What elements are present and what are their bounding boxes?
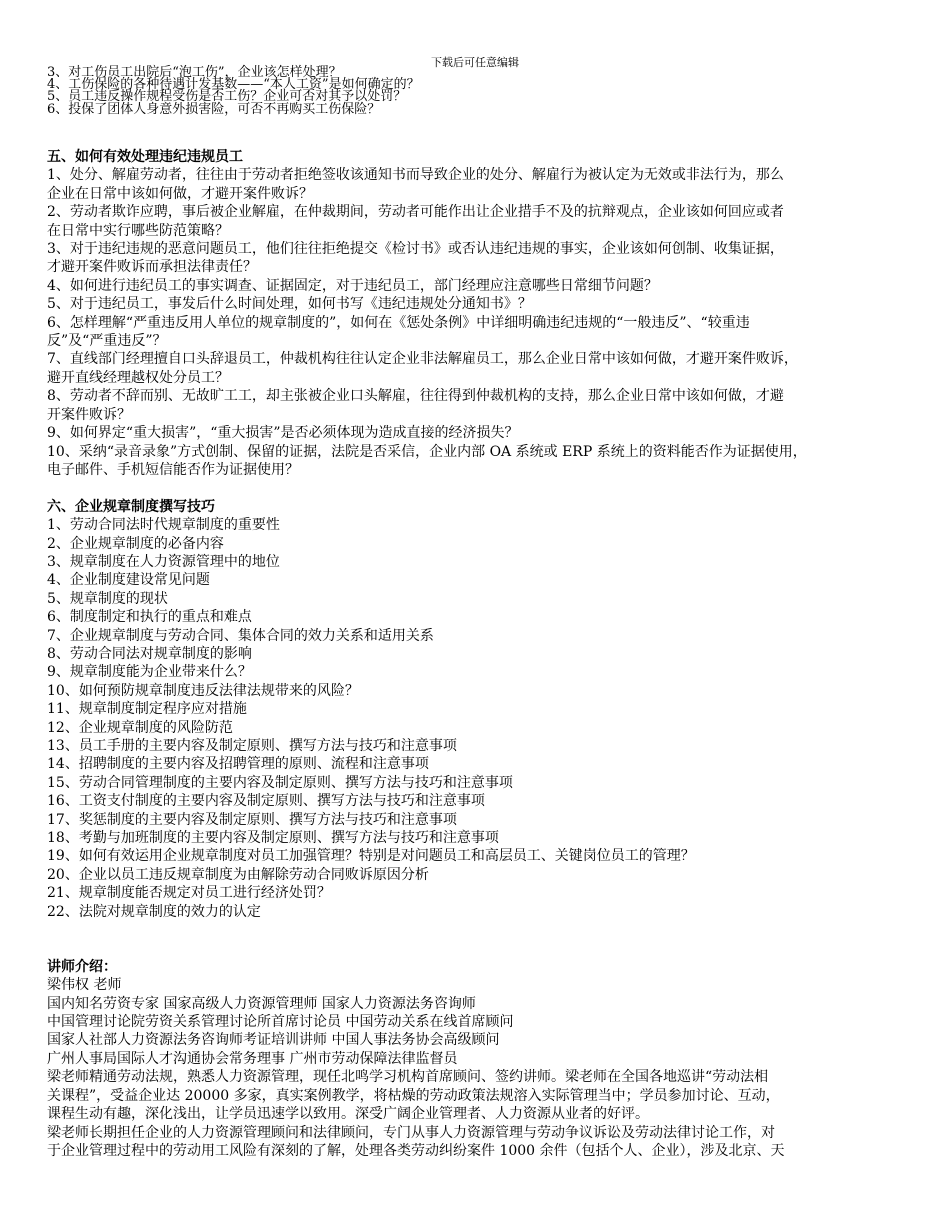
list-item: 19、如何有效运用企业规章制度对员工加强管理？特别是对问题员工和高层员工、关键岗位员工的管理？ bbox=[47, 848, 695, 865]
list-item: 6、怎样理解“严重违反用人单位的规章制度的”，如何在《惩处条例》中详细明确违纪违规的“一般违反”、“较重违 bbox=[47, 314, 750, 331]
list-item: 7、企业规章制度与劳动合同、集体合同的效力关系和适用关系 bbox=[47, 627, 434, 644]
list-item: 7、直线部门经理擅自口头辞退员工，仲裁机构往往认定企业非法解雇员工，那么企业日常中该如何做，才避开案件败诉， bbox=[47, 351, 798, 368]
spacer bbox=[47, 479, 922, 497]
lecturer-credential: 中国管理讨论院劳资关系管理讨论所首席讨论员 中国劳动关系在线首席顾问 bbox=[47, 1014, 514, 1031]
header-note: 下载后可任意编辑 bbox=[431, 56, 519, 69]
list-item: 16、工资支付制度的主要内容及制定原则、撰写方法与技巧和注意事项 bbox=[47, 793, 485, 810]
list-item: 5、员工违反操作规程受伤是否工伤？企业可否对其予以处罚？ bbox=[47, 89, 407, 105]
list-item: 4、工伤保险的各种待遇计发基数——“本人工资”是如何确定的？ bbox=[47, 77, 420, 93]
list-item: 1、劳动合同法时代规章制度的重要性 bbox=[47, 517, 280, 534]
list-item: 17、奖惩制度的主要内容及制定原则、撰写方法与技巧和注意事项 bbox=[47, 811, 457, 828]
list-item: 企业在日常中该如何做，才避开案件败诉？ bbox=[47, 185, 313, 202]
lecturer-bio-line: 关课程”，受益企业达 20000 多家，真实案例教学，将枯燥的劳动政策法规溶入实际管理当中；学员参加讨论、互动， bbox=[47, 1087, 780, 1104]
lecturer-intro bbox=[47, 976, 922, 1160]
list-item: 10、如何预防规章制度违反法律法规带来的风险？ bbox=[47, 682, 359, 699]
list-item: 15、劳动合同管理制度的主要内容及制定原则、撰写方法与技巧和注意事项 bbox=[47, 774, 513, 791]
list-item: 9、如何界定“重大损害”，“重大损害”是否必须体现为造成直接的经济损失？ bbox=[47, 425, 519, 442]
lecturer-bio-line: 课程生动有趣，深化浅出，让学员迅速学以致用。深受广阔企业管理者、人力资源从业者的好评。 bbox=[47, 1106, 649, 1123]
section-5-list bbox=[47, 166, 922, 479]
spacer bbox=[47, 921, 922, 958]
list-item: 1、处分、解雇劳动者，往往由于劳动者拒绝签收该通知书而导致企业的处分、解雇行为被认定为无效或非法行为，那么 bbox=[47, 167, 784, 184]
list-item: 4、企业制度建设常见问题 bbox=[47, 572, 210, 589]
list-item: 8、劳动合同法对规章制度的影响 bbox=[47, 645, 252, 662]
list-item: 2、企业规章制度的必备内容 bbox=[47, 535, 224, 552]
list-item: 9、规章制度能为企业带来什么？ bbox=[47, 664, 252, 681]
document-body bbox=[47, 148, 922, 1160]
section-heading-5: 五、如何有效处理违纪违规员工 bbox=[47, 149, 243, 165]
list-item: 6、制度制定和执行的重点和难点 bbox=[47, 609, 252, 626]
list-item: 才避开案件败诉而承担法律责任？ bbox=[47, 259, 257, 276]
lecturer-credential: 国内知名劳资专家 国家高级人力资源管理师 国家人力资源法务咨询师 bbox=[47, 995, 476, 1012]
list-item: 4、如何进行违纪员工的事实调查、证据固定，对于违纪员工，部门经理应注意哪些日常细节问题？ bbox=[47, 277, 658, 294]
list-item: 12、企业规章制度的风险防范 bbox=[47, 719, 233, 736]
list-item: 3、规章制度在人力资源管理中的地位 bbox=[47, 553, 280, 570]
lecturer-credential: 广州人事局国际人才沟通协会常务理事 广州市劳动保障法律监督员 bbox=[47, 1050, 458, 1067]
section-heading-6: 六、企业规章制度撰写技巧 bbox=[47, 498, 215, 515]
list-item: 14、招聘制度的主要内容及招聘管理的原则、流程和注意事项 bbox=[47, 756, 429, 773]
list-item: 5、规章制度的现状 bbox=[47, 590, 168, 607]
list-item: 13、员工手册的主要内容及制定原则、撰写方法与技巧和注意事项 bbox=[47, 737, 457, 754]
list-item: 3、对于违纪违规的恶意问题员工，他们往往拒绝提交《检讨书》或否认违纪违规的事实，企业该如何创制、收集证据， bbox=[47, 241, 784, 258]
lecturer-credential: 国家人社部人力资源法务咨询师考证培训讲师 中国人事法务协会高级顾问 bbox=[47, 1032, 500, 1049]
lecturer-heading: 讲师介绍： bbox=[47, 958, 117, 975]
list-item: 21、规章制度能否规定对员工进行经济处罚？ bbox=[47, 885, 331, 902]
list-item: 2、劳动者欺诈应聘，事后被企业解雇，在仲裁期间，劳动者可能作出让企业措手不及的抗辩观点，企业该如何回应或者 bbox=[47, 204, 784, 221]
top-question-list bbox=[47, 67, 907, 116]
lecturer-bio-line: 于企业管理过程中的劳动用工风险有深刻的了解，处理各类劳动纠纷案件 1000 余件（包括个人、企业），涉及北京、天 bbox=[47, 1142, 785, 1159]
list-item: 5、对于违纪员工，事发后什么时间处理，如何书写《违纪违规处分通知书》？ bbox=[47, 296, 532, 313]
list-item: 在日常中实行哪些防范策略？ bbox=[47, 222, 229, 239]
list-item: 8、劳动者不辞而别、无故旷工工，却主张被企业口头解雇，往往得到仲裁机构的支持，那么企业日常中该如何做，才避 bbox=[47, 388, 784, 405]
section-6-list bbox=[47, 516, 922, 921]
list-item: 22、法院对规章制度的效力的认定 bbox=[47, 903, 261, 920]
list-item: 20、企业以员工违反规章制度为由解除劳动合同败诉原因分析 bbox=[47, 866, 429, 883]
list-item: 3、对工伤员工出院后“泡工伤”，企业该怎样处理？ bbox=[47, 65, 342, 80]
lecturer-name: 梁伟权 老师 bbox=[47, 977, 122, 994]
list-item: 避开直线经理越权处分员工？ bbox=[47, 369, 229, 386]
list-item: 18、考勤与加班制度的主要内容及制定原则、撰写方法与技巧和注意事项 bbox=[47, 830, 499, 847]
list-item: 10、采纳“录音录象”方式创制、保留的证据，法院是否采信，企业内部 OA 系统或 ERP 系统上的资料能否作为证据使用， bbox=[47, 443, 807, 460]
list-item: 6、投保了团体人身意外损害险，可否不再购买工伤保险？ bbox=[47, 101, 381, 117]
lecturer-bio-line: 梁老师长期担任企业的人力资源管理顾问和法律顾问，专门从事人力资源管理与劳动争议诉讼及劳动法律讨论工作，对 bbox=[47, 1124, 775, 1141]
list-item: 电子邮件、手机短信能否作为证据使用？ bbox=[47, 461, 299, 478]
list-item: 11、规章制度制定程序应对措施 bbox=[47, 701, 247, 718]
lecturer-bio-line: 梁老师精通劳动法规，熟悉人力资源管理，现任北鸣学习机构首席顾问、签约讲师。梁老师在全国各地巡讲“劳动法相 bbox=[47, 1069, 769, 1086]
list-item: 反”及“严重违反”？ bbox=[47, 333, 167, 350]
list-item: 开案件败诉？ bbox=[47, 406, 131, 423]
